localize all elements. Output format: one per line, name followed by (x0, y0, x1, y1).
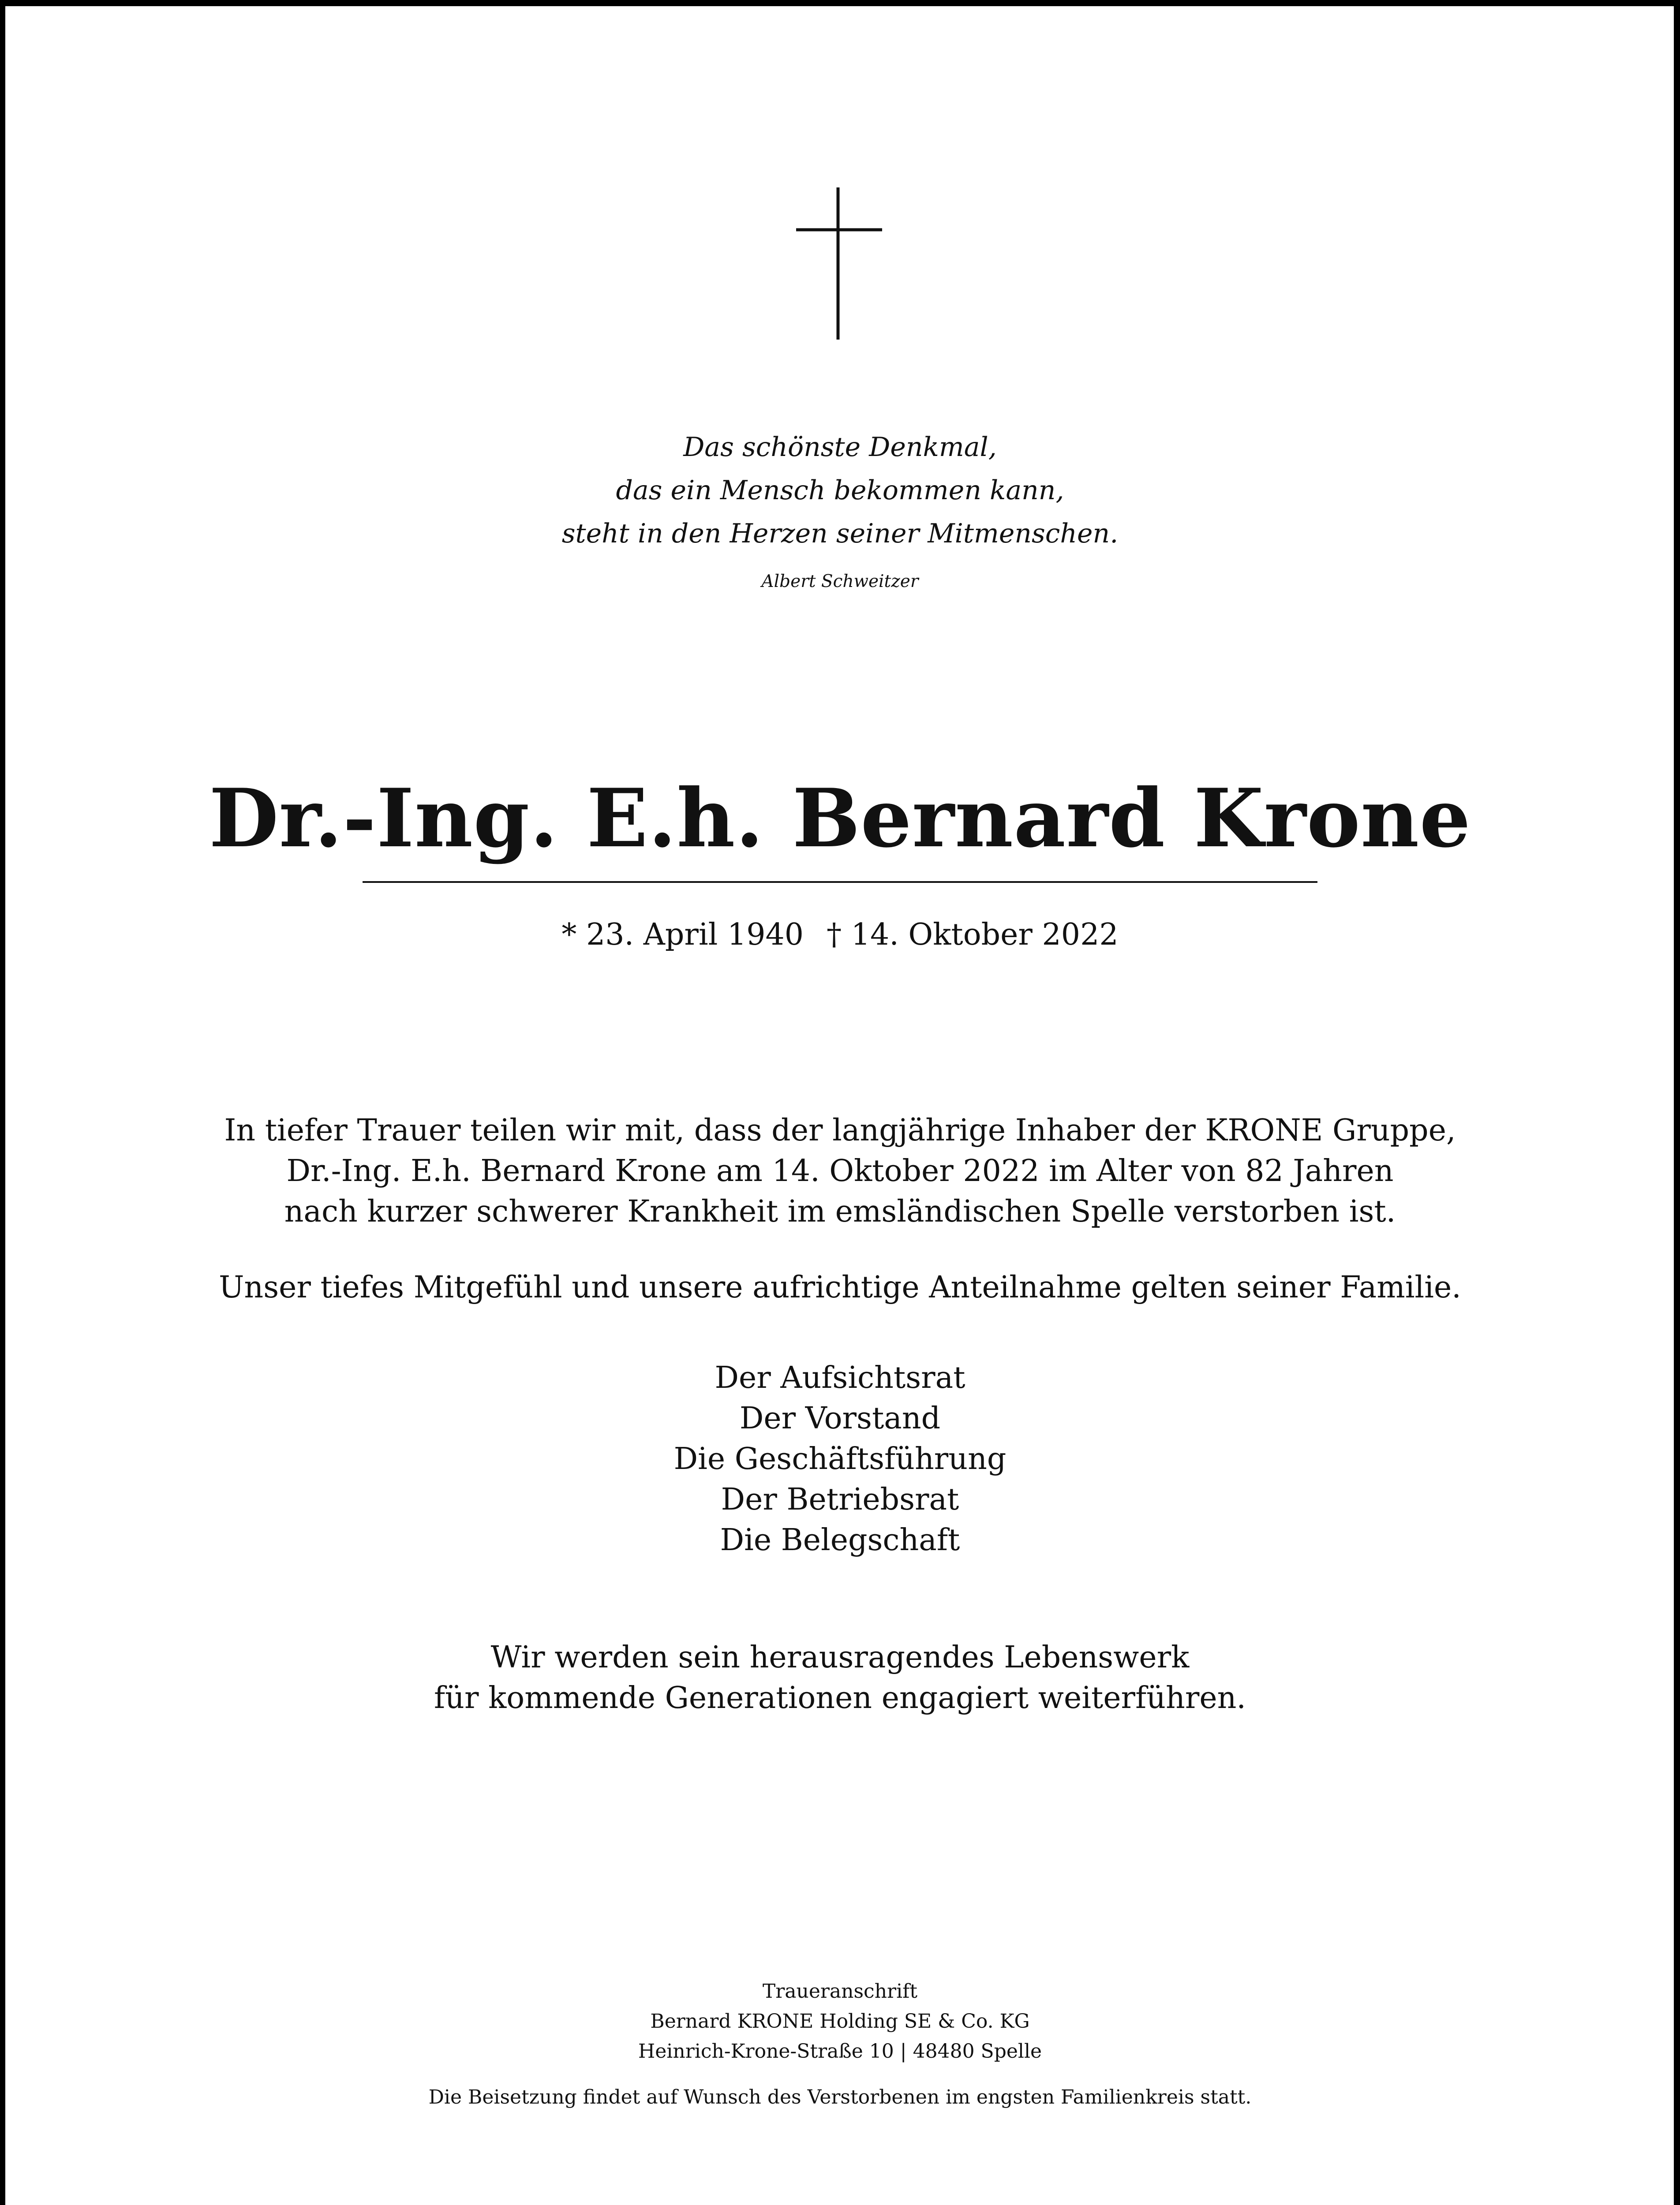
address-street: Heinrich-Krone-Straße 10 | 48480 Spelle (638, 2040, 1042, 2063)
address-label: Traueranschrift (762, 1980, 918, 2003)
closing-line: für kommende Generationen engagiert weiterführen. (434, 1681, 1246, 1715)
birth-date: * 23. April 1940 (561, 917, 804, 952)
signer: Der Betriebsrat (721, 1482, 959, 1517)
signers-list (0, 1358, 1680, 1561)
quote-line: das ein Mensch bekommen kann, (616, 475, 1064, 506)
burial-notice: Die Beisetzung findet auf Wunsch des Verstorbenen im engsten Familienkreis statt. (428, 2086, 1252, 2108)
announcement-line: Dr.-Ing. E.h. Bernard Krone am 14. Oktober 2022 im Alter von 82 Jahren (286, 1154, 1394, 1188)
signer: Der Aufsichtsrat (715, 1360, 965, 1395)
mourning-address (0, 1977, 1680, 2067)
address-company: Bernard KRONE Holding SE & Co. KG (650, 2010, 1030, 2033)
announcement-line: In tiefer Trauer teilen wir mit, dass der langjährige Inhaber der KRONE Gruppe, (224, 1113, 1456, 1148)
signer: Der Vorstand (739, 1401, 941, 1436)
quote (0, 426, 1680, 555)
divider (363, 881, 1317, 883)
quote-line: Das schönste Denkmal, (683, 432, 997, 463)
quote-line: steht in den Herzen seiner Mitmenschen. (561, 518, 1119, 549)
closing-line: Wir werden sein herausragendes Lebenswerk (490, 1640, 1190, 1675)
signer: Die Geschäftsführung (673, 1442, 1007, 1476)
announcement-text (0, 1110, 1680, 1232)
cross-icon (796, 187, 882, 340)
signer: Die Belegschaft (720, 1523, 960, 1558)
death-date: † 14. Oktober 2022 (827, 917, 1119, 952)
condolence-text: Unser tiefes Mitgefühl und unsere aufrichtige Anteilnahme gelten seiner Familie. (219, 1270, 1461, 1305)
deceased-name: Dr.-Ing. E.h. Bernard Krone (209, 771, 1471, 865)
closing-text (0, 1637, 1680, 1719)
quote-author: Albert Schweitzer (761, 572, 919, 591)
announcement-line: nach kurzer schwerer Krankheit im emsländischen Spelle verstorben ist. (284, 1194, 1396, 1229)
life-dates (0, 917, 1680, 952)
